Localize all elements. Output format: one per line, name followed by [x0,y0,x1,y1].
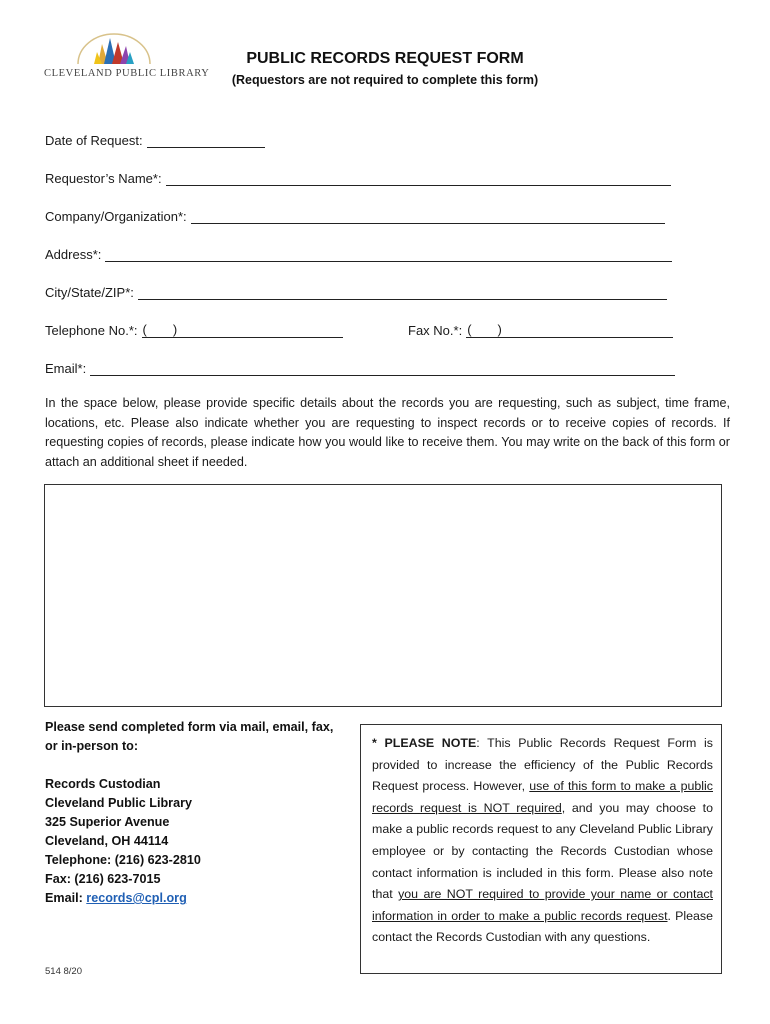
custodian-org: Cleveland Public Library [45,796,192,810]
page-subtitle: (Requestors are not required to complete this form) [231,73,539,87]
telephone-input[interactable] [178,323,343,338]
mailing-heading: Please send completed form via mail, email, fax, or in-person to: [45,720,334,753]
telephone-area-code-input[interactable]: ( ) [142,322,178,337]
library-logo-text: CLEVELAND PUBLIC LIBRARY [44,68,210,79]
company-label: Company/Organization*: [45,209,187,224]
note-text-1: : This Public Records Request Form is provided to increase the efficiency of the Public Records Request process. However, [372,736,713,794]
note-underline-1: use of this form to make a public records request is NOT required [372,779,713,815]
email-label: Email*: [45,361,87,376]
requestor-name-label: Requestor’s Name*: [45,171,162,186]
custodian-fax: Fax: (216) 623-7015 [45,872,161,886]
page-title: PUBLIC RECORDS REQUEST FORM [246,50,524,67]
address-input[interactable] [105,247,672,262]
custodian-telephone: Telephone: (216) 623-2810 [45,853,201,867]
city-state-zip-input[interactable] [138,285,667,300]
fax-input[interactable] [503,323,673,338]
note-lead: * PLEASE NOTE [372,736,477,750]
company-field [45,206,665,224]
note-underline-2: you are NOT required to provide your name or contact information in order to make a public records request [372,887,713,923]
email-input[interactable] [90,361,675,376]
note-text-2: , and you may choose to make a public records request to any Cleveland Public Library employee or by contacting the Records Custodian whose contact information is included in this form. Please also note that [372,800,713,902]
fax-field [408,320,673,338]
date-of-request-label: Date of Request: [45,133,143,148]
requestor-name-field [45,168,671,186]
mailing-instructions [45,718,345,908]
address-label: Address*: [45,247,102,262]
date-of-request-input[interactable] [147,133,265,148]
company-input[interactable] [191,209,665,224]
request-details-box[interactable] [44,484,722,707]
form-code: 514 8/20 [45,966,82,977]
custodian-street: 325 Superior Avenue [45,815,170,829]
email-field [45,358,675,376]
fax-label: Fax No.*: [408,323,463,338]
custodian-city: Cleveland, OH 44114 [45,834,169,848]
note-text-3: . Please contact the Records Custodian with any questions. [372,908,713,945]
date-of-request-field [45,130,265,148]
custodian-name: Records Custodian [45,777,161,791]
city-state-zip-field [45,282,667,300]
telephone-label: Telephone No.*: [45,323,138,338]
custodian-email-link[interactable]: records@cpl.org [86,891,187,905]
fax-area-code-input[interactable]: ( ) [467,322,502,337]
address-field [45,244,672,262]
requestor-name-input[interactable] [166,171,671,186]
custodian-email-label: Email: [45,891,83,905]
please-note-box [360,724,722,974]
telephone-field [45,320,343,338]
city-state-zip-label: City/State/ZIP*: [45,285,134,300]
instructions-text: In the space below, please provide specific details about the records you are requesting, such as subject, time frame, locations, etc. Please also indicate whether you are requesting to inspect records or to receive copies of records. If requesting copies of records, please indicate how you would like to receive them. You may write on the back of this form or attach an additional sheet if needed. [45,396,730,469]
custodian-email-row [45,889,345,908]
